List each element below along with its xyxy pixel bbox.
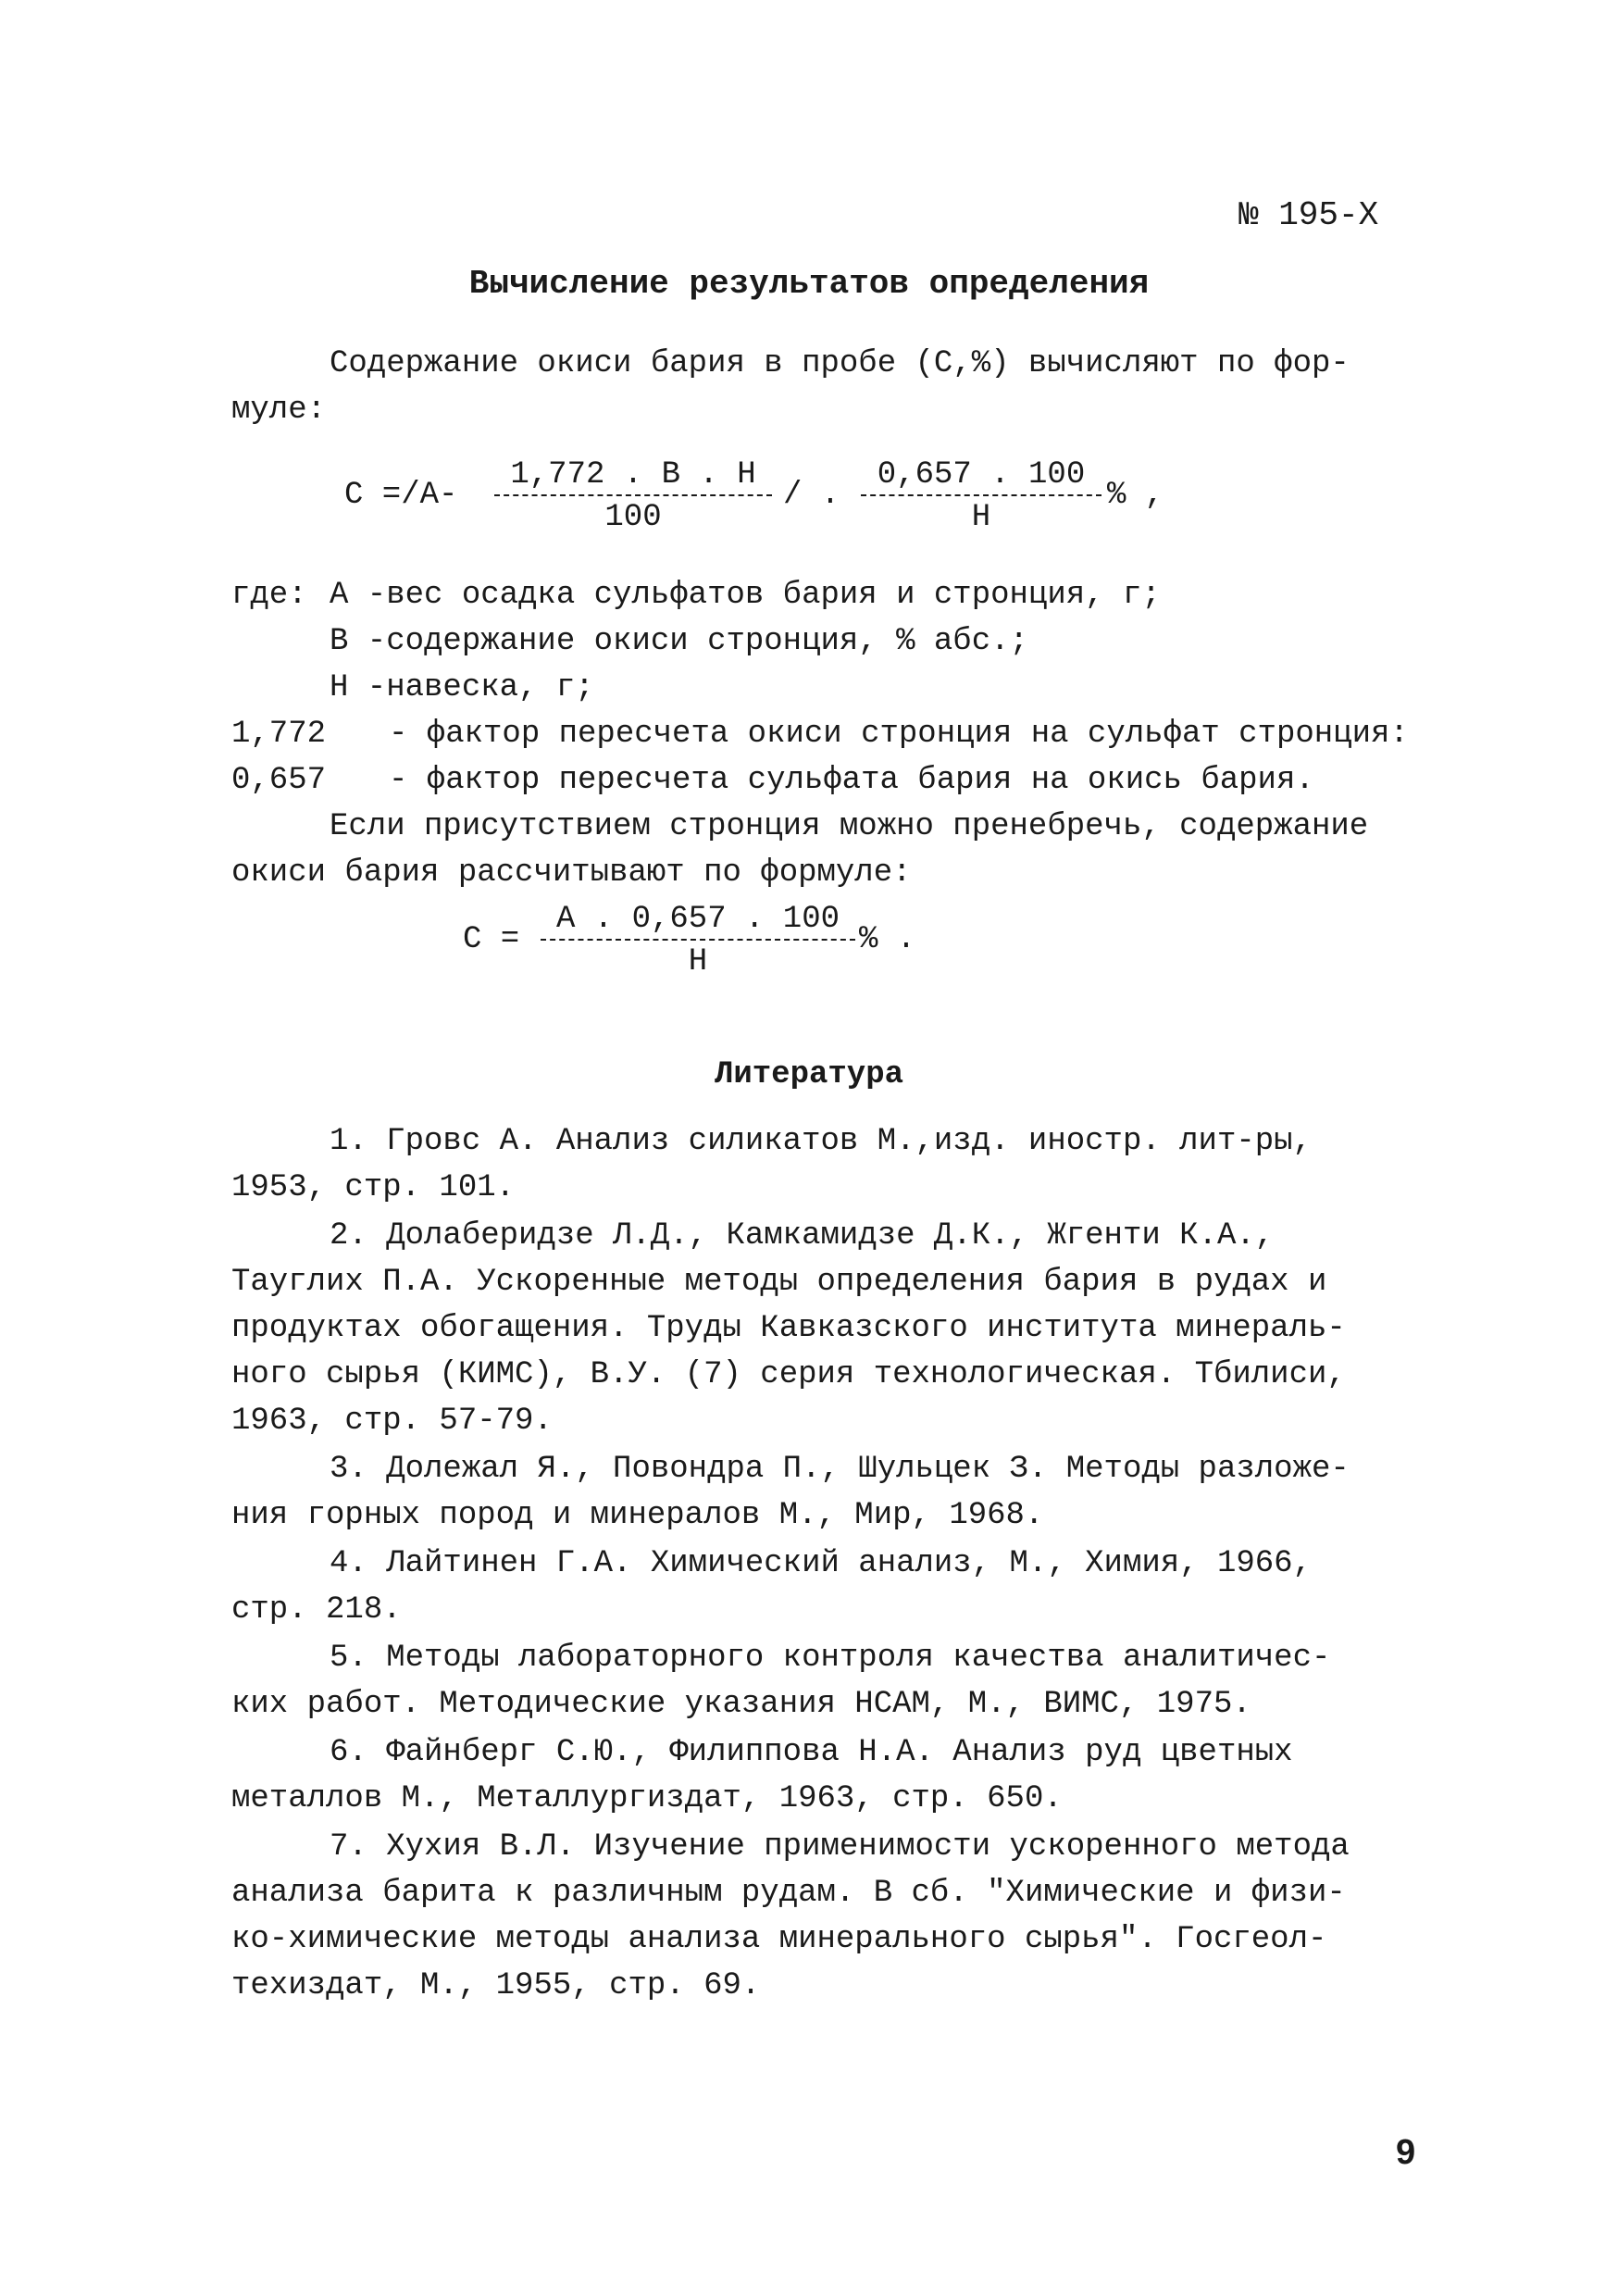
reference-7: 7. Хухия В.Л. Изучение применимости ускоренного метода — [330, 1829, 1350, 1865]
formula-1-fraction-1-numerator: 1,772 . В . Н — [494, 455, 772, 496]
reference-5-cont: ких работ. Методические указания НСАМ, М., ВИМС, 1975. — [231, 1687, 1251, 1722]
formula-2-tail: % . — [859, 922, 916, 957]
legend-factor-1-value: 1,772 — [231, 717, 327, 752]
reference-3: 3. Долежал Я., Повондра П., Шульцек З. Методы разложе- — [330, 1452, 1350, 1487]
reference-7-cont: анализа барита к различным рудам. В сб. "Химические и физи- — [231, 1876, 1346, 1911]
formula-1-fraction-1-denominator: 100 — [604, 500, 662, 535]
legend-a: А -вес осадка сульфатов бария и стронция, г; — [330, 578, 1161, 613]
intro-line-2: муле: — [231, 393, 327, 428]
formula-2-fraction — [541, 900, 855, 983]
formula-2-lhs: С = — [463, 922, 520, 957]
formula-1-fraction-2-numerator: 0,657 . 100 — [861, 455, 1101, 496]
section-title: Вычисление результатов определения — [468, 265, 1150, 303]
legend-b: В -содержание окиси стронция, % абс.; — [330, 624, 1028, 659]
formula-1-fraction-2-denominator: Н — [971, 500, 991, 535]
reference-1: 1. Гровс А. Анализ силикатов М.,изд. иностр. лит-ры, — [330, 1124, 1312, 1159]
formula-2-denominator: Н — [688, 944, 708, 980]
formula-2-numerator: А . 0,657 . 100 — [541, 900, 855, 941]
reference-2-cont: 1963, стр. 57-79. — [231, 1404, 553, 1439]
reference-5: 5. Методы лабораторного контроля качества аналитичес- — [330, 1641, 1331, 1676]
formula-1-operator: / . — [783, 478, 840, 513]
formula-1-fraction-2 — [861, 455, 1101, 539]
if-line-1: Если присутствием стронция можно пренебречь, содержание — [330, 809, 1369, 844]
formula-1-fraction-1 — [494, 455, 772, 539]
formula-1-lhs: С =/А- — [344, 478, 458, 513]
legend-factor-1-text: - фактор пересчета окиси стронция на сульфат стронция: — [389, 717, 1409, 752]
reference-4-cont: стр. 218. — [231, 1592, 402, 1628]
reference-6-cont: металлов М., Металлургиздат, 1963, стр. 650. — [231, 1781, 1063, 1816]
literature-title: Литература — [714, 1057, 904, 1092]
legend-where: где: — [231, 578, 307, 613]
reference-3-cont: ния горных пород и минералов М., Мир, 1968. — [231, 1498, 1044, 1533]
page-number: 9 — [1396, 2133, 1416, 2172]
legend-h: Н -навеска, г; — [330, 670, 594, 705]
reference-6: 6. Файнберг С.Ю., Филиппова Н.А. Анализ руд цветных — [330, 1735, 1293, 1770]
reference-2-cont: продуктах обогащения. Труды Кавказского института минераль- — [231, 1311, 1346, 1346]
reference-2-cont: ного сырья (КИМС), В.У. (7) серия технологическая. Тбилиси, — [231, 1357, 1346, 1392]
reference-2-cont: Тауглих П.А. Ускоренные методы определения бария в рудах и — [231, 1265, 1327, 1300]
legend-factor-2-text: - фактор пересчета сульфата бария на окись бария. — [389, 763, 1314, 798]
formula-1-tail: % , — [1107, 478, 1164, 513]
intro-line-1: Содержание окиси бария в пробе (С,%) вычисляют по фор- — [330, 346, 1350, 381]
reference-2: 2. Долаберидзе Л.Д., Камкамидзе Д.К., Жгенти К.А., — [330, 1218, 1275, 1254]
reference-7-cont: ко-химические методы анализа минерального сырья". Госгеол- — [231, 1922, 1327, 1957]
reference-4: 4. Лайтинен Г.А. Химический анализ, М., Химия, 1966, — [330, 1546, 1312, 1581]
if-line-2: окиси бария рассчитывают по формуле: — [231, 855, 912, 891]
reference-1-cont: 1953, стр. 101. — [231, 1170, 516, 1205]
document-number: № 195-Х — [1238, 196, 1379, 234]
reference-7-cont: техиздат, М., 1955, стр. 69. — [231, 1968, 761, 2003]
legend-factor-2-value: 0,657 — [231, 763, 327, 798]
